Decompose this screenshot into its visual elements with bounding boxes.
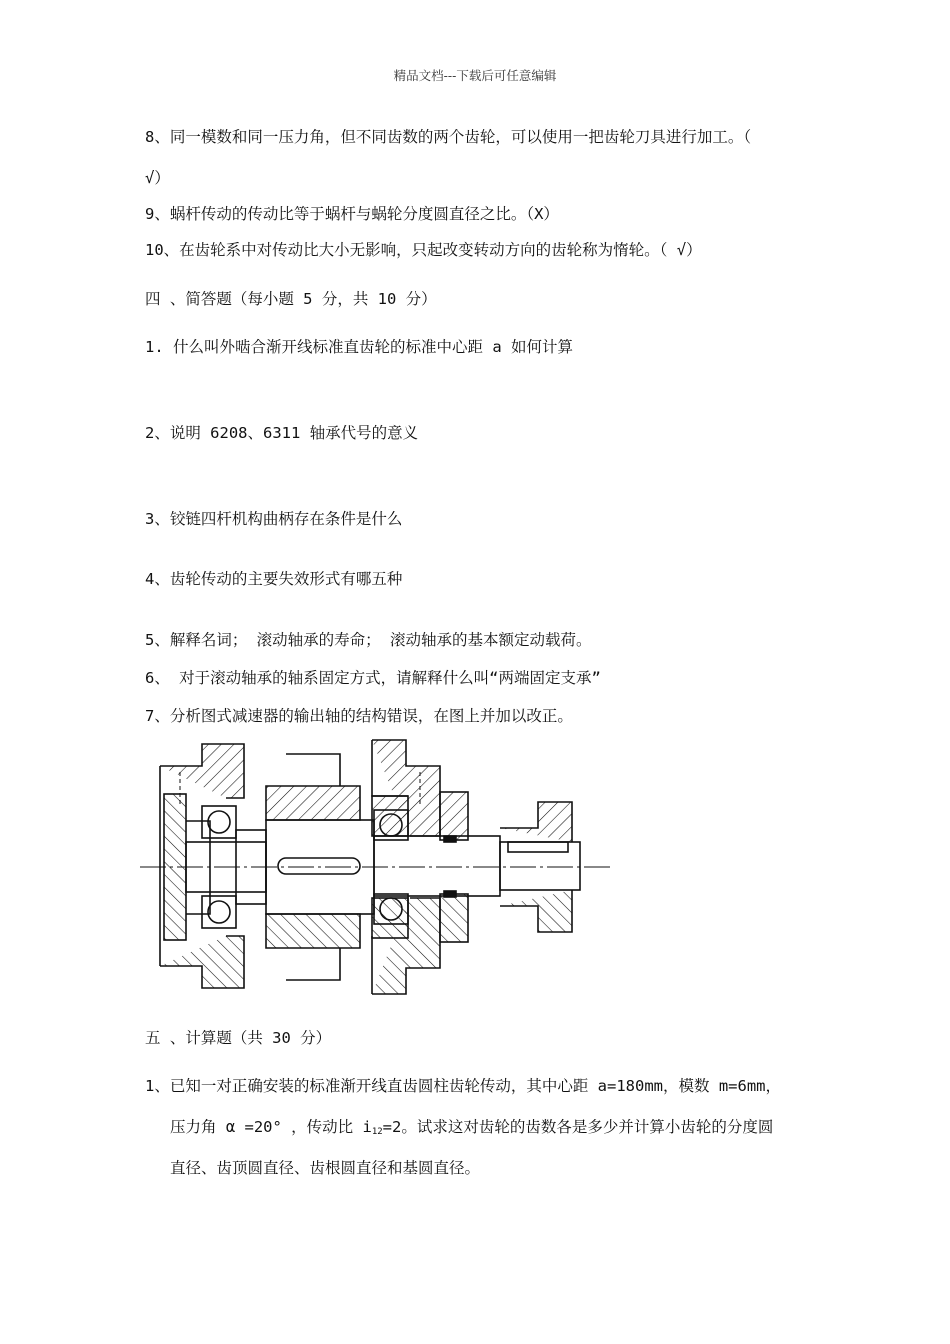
calc-1-line-1: 1、已知一对正确安装的标准渐开线直齿圆柱齿轮传动，其中心距 a=180mm，模数 m=6mm， [145, 1077, 781, 1095]
question-8: 8、同一模数和同一压力角，但不同齿数的两个齿轮，可以使用一把齿轮刀具进行加工。（ [145, 128, 752, 146]
question-9: 9、蜗杆传动的传动比等于蜗杆与蜗轮分度圆直径之比。（X） [145, 205, 559, 223]
calc-1-line-2: 压力角 α =20° ，传动比 $i_{12}=2$。试求这对齿轮的齿数各是多少并计算小齿轮的分度圆 [170, 1118, 774, 1137]
short-answer-6: 6、 对于滚动轴承的轴系固定方式，请解释什么叫“两端固定支承” [145, 669, 601, 687]
short-answer-5: 5、解释名词； 滚动轴承的寿命； 滚动轴承的基本额定动载荷。 [145, 631, 592, 649]
short-answer-4: 4、齿轮传动的主要失效形式有哪五种 [145, 570, 403, 588]
shaft-structure-diagram [140, 736, 610, 998]
short-answer-1: 1. 什么叫外啮合渐开线标准直齿轮的标准中心距 a 如何计算 [145, 338, 573, 356]
short-answer-2: 2、说明 6208、6311 轴承代号的意义 [145, 424, 419, 442]
question-8-answer: √） [145, 169, 170, 187]
section-4-heading: 四 、简答题（每小题 5 分，共 10 分） [145, 290, 437, 308]
section-5-heading: 五 、计算题（共 30 分） [145, 1029, 332, 1047]
short-answer-3: 3、铰链四杆机构曲柄存在条件是什么 [145, 510, 403, 528]
page-header: 精品文档---下载后可任意编辑 [393, 68, 557, 83]
question-10: 10、在齿轮系中对传动比大小无影响，只起改变转动方向的齿轮称为惰轮。（ √） [145, 241, 702, 259]
short-answer-7: 7、分析图式减速器的输出轴的结构错误，在图上并加以改正。 [145, 707, 573, 725]
calc-1-line-3: 直径、齿顶圆直径、齿根圆直径和基圆直径。 [170, 1159, 481, 1177]
